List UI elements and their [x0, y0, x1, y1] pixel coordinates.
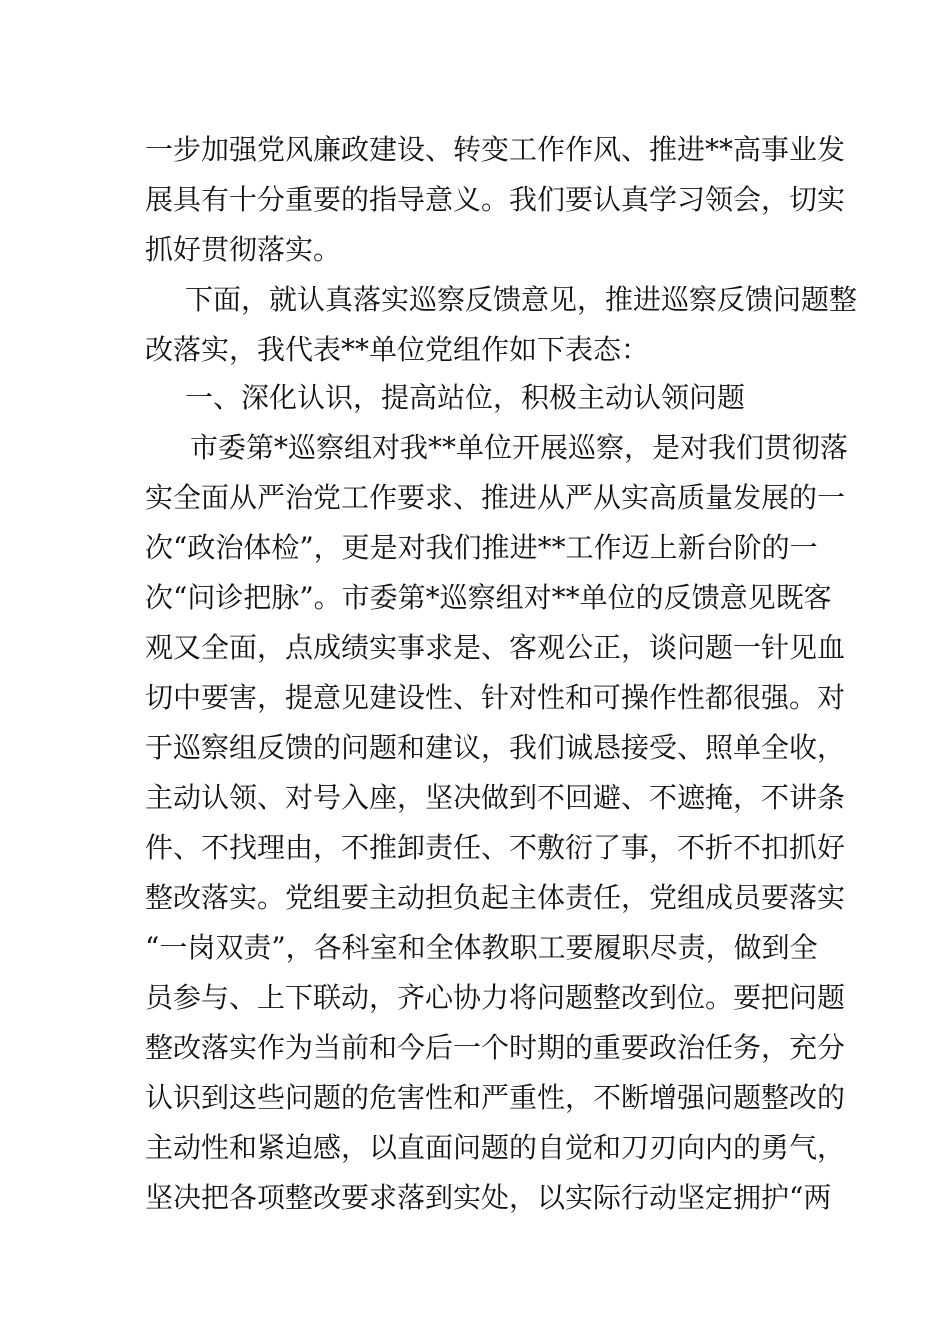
paragraph-start-line: 市委第*巡察组对我**单位开展巡察，是对我们贯彻落 — [190, 431, 849, 464]
text-line: 展具有十分重要的指导意义。我们要认真学习领会，切实 — [145, 183, 846, 216]
text-line: 员参与、上下联动，齐心协力将问题整改到位。要把问题 — [145, 981, 846, 1014]
text-line: 次“问诊把脉”。市委第*巡察组对**单位的反馈意见既客 — [145, 581, 832, 614]
text-line: 实全面从严治党工作要求、推进从严从实高质量发展的一 — [145, 481, 846, 514]
text-line: 于巡察组反馈的问题和建议，我们诚恳接受、照单全收， — [145, 731, 846, 764]
paragraph-start-line: 下面，就认真落实巡察反馈意见，推进巡察反馈问题整 — [185, 283, 858, 316]
text-line: 抓好贯彻落实。 — [145, 233, 342, 266]
text-line: 观又全面，点成绩实事求是、客观公正，谈问题一针见血 — [145, 631, 846, 664]
text-line: 件、不找理由，不推卸责任、不敷衍了事，不折不扣抓好 — [145, 831, 846, 864]
text-line: 主动认领、对号入座，坚决做到不回避、不遮掩，不讲条 — [145, 781, 846, 814]
text-line: 一步加强党风廉政建设、转变工作作风、推进**高事业发 — [145, 133, 846, 166]
text-line: 认识到这些问题的危害性和严重性，不断增强问题整改的 — [145, 1081, 846, 1114]
text-line: 主动性和紧迫感，以直面问题的自觉和刀刃向内的勇气， — [145, 1131, 846, 1164]
text-line: 切中要害，提意见建设性、针对性和可操作性都很强。对 — [145, 681, 846, 714]
text-line: 次“政治体检”，更是对我们推进**工作迈上新台阶的一 — [145, 531, 818, 564]
text-line: 整改落实作为当前和今后一个时期的重要政治任务，充分 — [145, 1031, 846, 1064]
text-line: 整改落实。党组要主动担负起主体责任，党组成员要落实 — [145, 881, 846, 914]
text-line: “一岗双责”，各科室和全体教职工要履职尽责，做到全 — [145, 931, 818, 964]
text-line: 改落实，我代表**单位党组作如下表态： — [145, 333, 650, 366]
text-line: 坚决把各项整改要求落到实处，以实际行动坚定拥护“两 — [145, 1181, 832, 1214]
section-heading: 一、深化认识，提高站位，积极主动认领问题 — [185, 381, 746, 414]
